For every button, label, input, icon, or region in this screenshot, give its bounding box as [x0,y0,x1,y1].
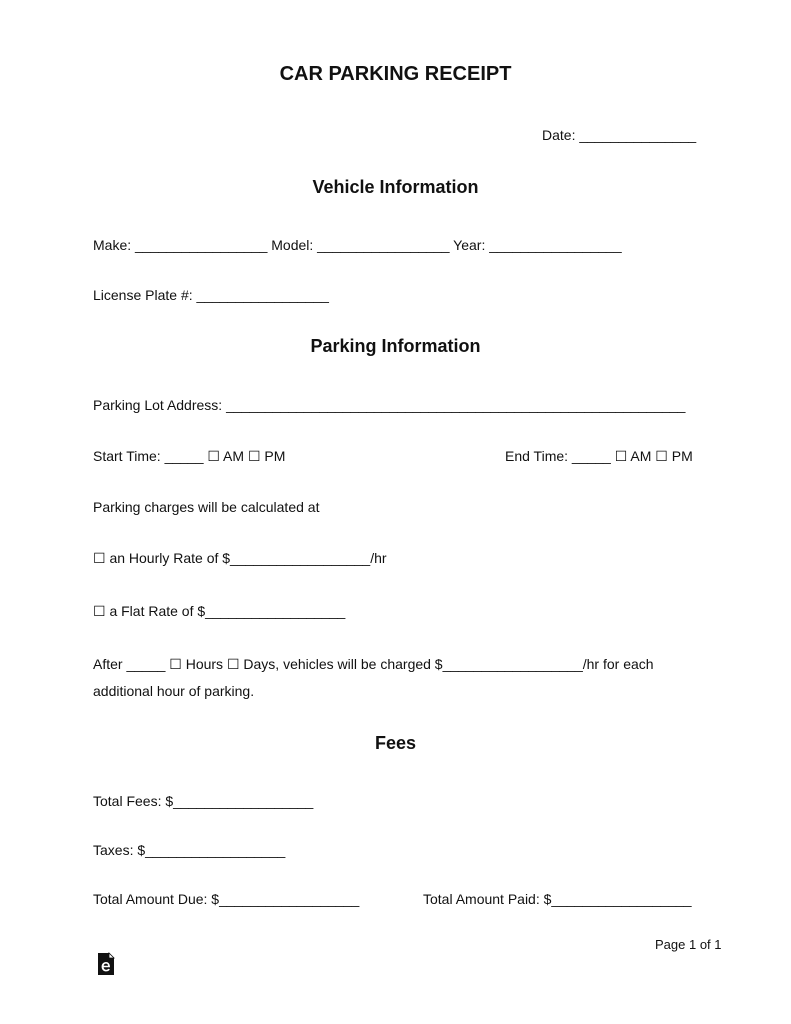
page-number: Page 1 of 1 [655,937,722,952]
flat-rate-option: ☐ a Flat Rate of $__________________ [93,603,346,619]
parking-lot-address-field: Parking Lot Address: ___________________________________________________________ [93,397,686,413]
total-amount-paid-field: Total Amount Paid: $__________________ [423,891,692,907]
after-hours-charge-line: After _____ ☐ Hours ☐ Days, vehicles will be charged $__________________/hr for each [93,656,654,672]
make-model-year-fields: Make: _________________ Model: _________________ Year: _________________ [93,237,622,253]
license-plate-field: License Plate #: _________________ [93,287,329,303]
total-amount-due-field: Total Amount Due: $__________________ [93,891,360,907]
vehicle-info-heading: Vehicle Information [312,177,479,197]
start-time-field: Start Time: _____ ☐ AM ☐ PM [93,448,286,464]
after-hours-charge-continuation: additional hour of parking. [93,683,255,699]
date-field: Date: _______________ [542,127,697,143]
total-fees-field: Total Fees: $__________________ [93,793,314,809]
hourly-rate-option: ☐ an Hourly Rate of $__________________/hr [93,550,387,566]
taxes-field: Taxes: $__________________ [93,842,286,858]
fees-heading: Fees [374,733,417,753]
end-time-field: End Time: _____ ☐ AM ☐ PM [505,448,693,464]
document-title: CAR PARKING RECEIPT [279,63,512,85]
charges-intro-text: Parking charges will be calculated at [93,499,320,515]
eforms-logo-icon [97,952,115,976]
parking-info-heading: Parking Information [310,336,481,356]
